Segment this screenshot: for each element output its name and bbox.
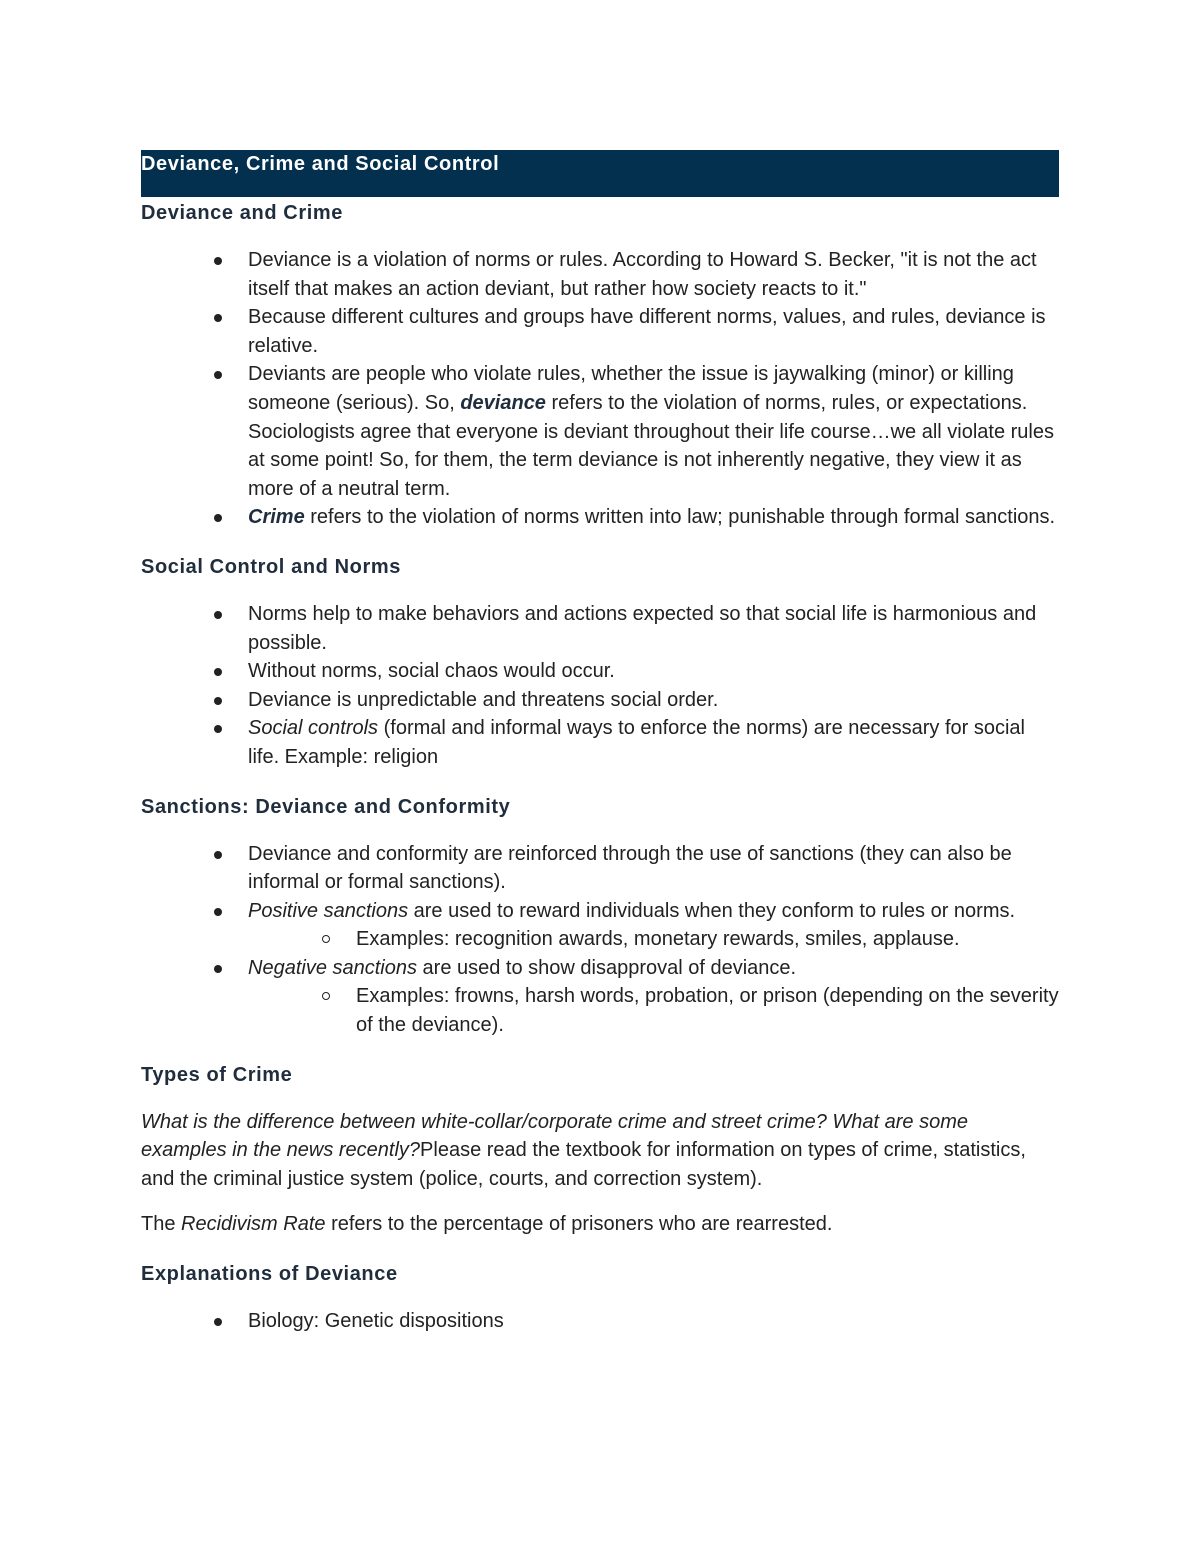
bullet-icon <box>214 257 222 265</box>
deviance-crime-list <box>141 246 1059 532</box>
types-question: What is the difference between white-collar/corporate crime and street crime? What are some examples in the news recently? <box>141 1110 969 1162</box>
recidivism-post: refers to the percentage of prisoners who are rearrested. <box>325 1213 833 1236</box>
term-social-controls: Social controls <box>248 717 379 740</box>
bullet-icon <box>214 851 222 859</box>
list-item <box>141 714 1059 771</box>
bullet-icon <box>214 697 222 705</box>
list-item-text: Deviance and conformity are reinforced through the use of sanctions (they can also be informal or formal sanctions). <box>248 842 1012 894</box>
list-item <box>141 840 1059 897</box>
sanctions-list <box>141 840 1059 1040</box>
sub-list-item-text: Examples: recognition awards, monetary rewards, smiles, applause. <box>356 928 960 951</box>
list-item-text-post: refers to the violation of norms, rules, or expectations. Sociologists agree that everyone is deviant throughout their life course…we all violate rules at some point! So, for them, the term deviance is not inherently negative, they view it as more of a neutral term. <box>248 391 1054 500</box>
list-item <box>141 657 1059 686</box>
bullet-icon <box>214 514 222 522</box>
list-item-text: Because different cultures and groups have different norms, values, and rules, deviance is relative. <box>248 306 1046 357</box>
term-crime: Crime <box>248 506 305 529</box>
types-paragraph <box>141 1108 1059 1194</box>
document-title: Deviance, Crime and Social Control <box>141 150 1059 197</box>
term-negative-sanctions: Negative sanctions <box>248 956 417 979</box>
list-item <box>141 600 1059 657</box>
explanations-list <box>141 1307 1059 1336</box>
list-item <box>141 503 1059 532</box>
bullet-icon <box>214 965 222 973</box>
list-item <box>141 303 1059 360</box>
list-item <box>141 360 1059 503</box>
list-item <box>141 897 1059 926</box>
list-item-text-post: are used to show disapproval of deviance. <box>416 956 797 979</box>
types-text: Please read the textbook for information on types of crime, statistics, and the criminal justice system (police, courts, and correction system). <box>141 1139 1026 1190</box>
section-heading-types-of-crime: Types of Crime <box>141 1063 293 1086</box>
section-heading-sanctions: Sanctions: Deviance and Conformity <box>141 795 511 818</box>
term-deviance: deviance <box>460 391 546 414</box>
bullet-icon <box>214 668 222 676</box>
recidivism-paragraph <box>141 1210 1059 1239</box>
list-item-text-post: are used to reward individuals when they conform to rules or norms. <box>408 899 1016 922</box>
list-item-text: Norms help to make behaviors and actions expected so that social life is harmonious and possible. <box>248 602 1037 654</box>
list-item-text: Deviance is unpredictable and threatens social order. <box>248 688 719 711</box>
bullet-icon <box>214 725 222 733</box>
term-recidivism-rate: Recidivism Rate <box>181 1213 326 1236</box>
sub-list-item-text: Examples: frowns, harsh words, probation, or prison (depending on the severity of the deviance). <box>356 985 1059 1037</box>
list-item-text-pre: Deviants are people who violate rules, whether the issue is jaywalking (minor) or killing someone (serious). So, <box>248 363 1014 414</box>
list-item-text: Deviance is a violation of norms or rules. According to Howard S. Becker, "it is not the act itself that makes an action deviant, but rather how society reacts to it." <box>248 249 1037 300</box>
list-item <box>141 1307 1059 1336</box>
list-item <box>141 246 1059 303</box>
section-heading-social-control: Social Control and Norms <box>141 555 401 578</box>
hollow-bullet-icon <box>322 935 330 943</box>
recidivism-pre: The <box>141 1213 182 1236</box>
sub-list-item <box>141 925 1059 954</box>
hollow-bullet-icon <box>322 992 330 1000</box>
document-page <box>141 150 1059 1336</box>
bullet-icon <box>214 314 222 322</box>
section-heading-explanations: Explanations of Deviance <box>141 1263 398 1286</box>
section-heading-deviance-crime: Deviance and Crime <box>141 202 343 224</box>
list-item-text-post: (formal and informal ways to enforce the norms) are necessary for social life. Example: religion <box>248 717 1025 768</box>
term-positive-sanctions: Positive sanctions <box>248 899 409 922</box>
list-item-text: Without norms, social chaos would occur. <box>248 660 615 683</box>
list-item-text: Biology: Genetic dispositions <box>248 1310 504 1333</box>
sub-list-item <box>141 982 1059 1039</box>
bullet-icon <box>214 371 222 379</box>
bullet-icon <box>214 1318 222 1326</box>
list-item <box>141 686 1059 715</box>
bullet-icon <box>214 611 222 619</box>
bullet-icon <box>214 908 222 916</box>
list-item-text-post: refers to the violation of norms written into law; punishable through formal sanctions. <box>304 506 1056 529</box>
social-control-list <box>141 600 1059 772</box>
list-item <box>141 954 1059 983</box>
